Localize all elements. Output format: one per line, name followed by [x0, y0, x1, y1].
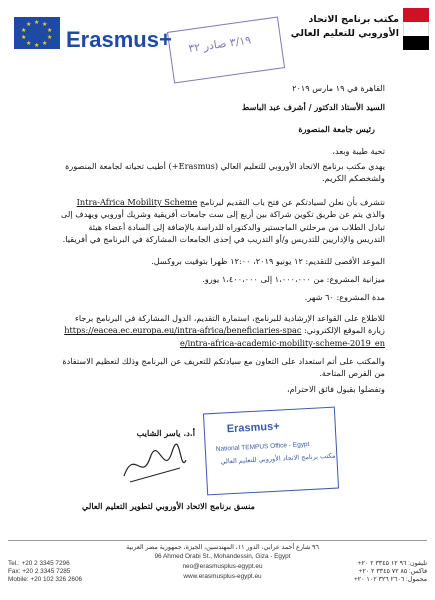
signatory-role: منسق برنامج الاتحاد الأوروبي لتطوير التعليم العالي [82, 501, 255, 511]
footer-contact-en [8, 560, 118, 584]
footer-mobile-ar: محمول: ٢٦٠٦ ٣٢٦ ١٠٢ ٢٠+ [353, 576, 427, 583]
greeting: تحية طيبة وبعد، [332, 146, 385, 156]
addressee-title: رئيس جامعة المنصورة [298, 124, 375, 134]
footer-email[interactable]: neo@erasmusplus-egypt.eu [182, 563, 263, 570]
intro-paragraph: يهدي مكتب برنامج الاتحاد الأوروبي للتعليم العالي (Erasmus+) أطيب تحياته لجامعة المنصورة ولشخصكم الكريم. [65, 161, 385, 184]
info-text: للاطلاع على القواعد الإرشادية للبرنامج، استمارة التقديم، الدول المشاركة في البرنامج برجاء زيارة الموقع الإلكتروني: [75, 313, 385, 336]
footer-mobile: Mobile: +20 102 326 2606 [8, 576, 83, 583]
program-description: والذي يتم عن طريق تكوين شراكة بين أربع إلى ست جامعات أفريقية وشريك أوروبي ويهدف إلى تبادل الطلاب من مرحلتي الماجستير والدكتوراه للدراسة بالإضافة إلى السادة أعضاء هيئة التدريس والإداريين للتدريس و/أو التدريب في إحدى الجامعات المشاركة في البرنامج في أفريقيا. [61, 209, 385, 244]
signatory-name: أ.د. ياسر الشايب [136, 428, 195, 438]
stamp-brand: Erasmus+ [226, 420, 280, 436]
footer-tel-ar: تليفون: ٩٦ ١٢ ٣٣٤٥ ٢ ٢٠+ [357, 560, 427, 567]
program-intro-text: نتشرف بأن نعلن لسيادتكم عن فتح باب التقديم لبرنامج [197, 197, 385, 207]
brand-name: Erasmus+ [66, 27, 172, 52]
erasmus-logo [8, 7, 188, 57]
office-name-line2: الأوروبي للتعليم العالي [290, 28, 399, 39]
addressee: السيد الأستاذ الدكتور / أشرف عبد الباسط [241, 102, 385, 112]
signature-scribble [120, 438, 190, 488]
egypt-flag-icon [403, 8, 429, 50]
footer-contact-ar [327, 560, 427, 584]
office-stamp [203, 407, 339, 496]
footer-divider [8, 540, 427, 541]
info-paragraph [60, 312, 385, 349]
office-name-line1: مكتب برنامج الاتحاد [308, 14, 399, 25]
letter-date: القاهرة في ١٩ مارس ٢٠١٩ [292, 83, 385, 93]
eu-flag-icon: ★ ★ ★ ★ ★ ★ ★ ★ ★ ★ [14, 17, 60, 49]
footer-address-en: 96 Ahmed Orabi St., Mohandessin, Giza - Egypt [154, 553, 291, 560]
footer-tel: Tel.: +20 2 3345 7296 [8, 560, 70, 567]
footer-address-ar: ٩٦ شارع أحمد عرابي، الدور ١١، المهندسين، الجيزة، جمهورية مصر العربية [126, 544, 319, 551]
stamp-line-en: National TEMPUS Office - Egypt [215, 440, 310, 453]
footer-fax: Fax: +20 2 3345 7285 [8, 568, 71, 575]
program-name: Intra-Africa Mobility Scheme [76, 197, 198, 207]
received-stamp: ٣/١٩ ﺻﺎﺩﺭ ٣٢ [167, 16, 285, 83]
program-link[interactable]: https://eacea.ec.europa.eu/intra-africa/beneficiaries-space/intra-africa-academic-mobility-scheme-2019_en [64, 325, 385, 348]
duration: مدة المشروع: ٦٠ شهر. [304, 292, 385, 302]
footer-fax-ar: فاكس: ٨٥ ٧٢ ٣٣٤٥ ٢ ٢٠+ [358, 568, 427, 575]
deadline: الموعد الأقصى للتقديم: ١٢ يونيو ٢٠١٩، ١٢:٠٠ ظهرا بتوقيت بروكسل. [151, 256, 385, 266]
stamp-line-ar: مكتب برنامج الاتحاد الأوروبي للتعليم العالي [220, 451, 336, 466]
program-paragraph [60, 196, 385, 245]
closing-paragraph: والمكتب على أتم استعداد على التعاون مع سيادتكم للتعريف عن البرنامج وذلك لتعظيم الاستفادة من الفرص المتاحة. [62, 356, 385, 379]
footer-website[interactable]: www.erasmusplus-egypt.eu [183, 573, 262, 580]
budget: ميزانية المشروع: من ١،٠٠٠،٠٠٠ إلى ١،٤٠٠،٠٠٠ يورو. [202, 274, 385, 284]
closing-line: وتفضلوا بقبول فائق الاحترام، [286, 384, 385, 394]
